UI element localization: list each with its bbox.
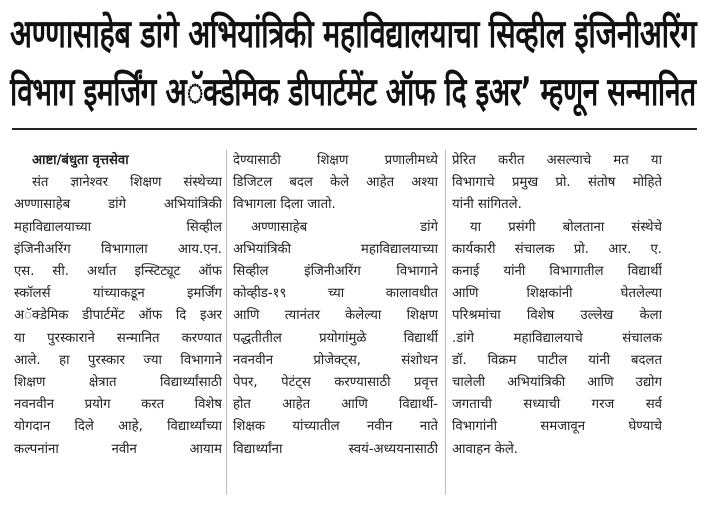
text-line: पेपर, पेटंट्स करण्यासाठी प्रवृत्त <box>233 375 438 391</box>
text-line: योगदान दिले आहे, विद्यार्थ्यांच्या <box>14 419 222 435</box>
text-line: विभागाचे प्रमुख प्रो. संतोष मोहिते <box>452 175 662 191</box>
text-line: चालेली अभियांत्रिकी आणि उद्योग <box>452 375 662 391</box>
headline-line-2: विभाग इमर्जिंग अॅक्डेमिक डीपार्टमेंट ऑफ दि इअर’ म्हणून सन्मानित <box>10 70 696 115</box>
text-line: स्कॉलर्स यांच्याकडून इमर्जिंग <box>14 286 222 302</box>
text-line: प्रेरित करीत असल्याचे मत या <box>452 153 662 168</box>
text-line: कार्यकारी संचालक प्रो. आर. ए. <box>452 241 662 257</box>
text-line: यांनी सांगितले. <box>452 197 522 213</box>
text-line: इंजिनीअरिंग विभागाला आय.एन. <box>14 241 222 257</box>
text-line: आले. हा पुरस्कार ज्या विभागाने <box>14 352 222 368</box>
headline-line-1: अण्णासाहेब डांगे अभियांत्रिकी महाविद्यालयाचा सिव्हील इंजिनीअरिंग <box>10 12 697 57</box>
text-line: नवनवीन प्रयोग करत विशेष <box>14 397 222 413</box>
article-column-2 <box>233 150 438 461</box>
column-divider <box>445 150 446 495</box>
text-line: महाविद्यालयाच्या सिव्हील <box>14 219 222 235</box>
text-line: आवाहन केले. <box>452 441 518 457</box>
headline-rule <box>12 128 697 130</box>
text-line: अण्णासाहेब डांगे <box>251 219 438 235</box>
text-line: परिश्रमांचा विशेष उल्लेख केला <box>452 308 662 324</box>
text-line: या प्रसंगी बोलताना संस्थेचे <box>470 219 662 235</box>
text-line: कोव्हीड-१९ च्या कालावधीत <box>233 286 438 302</box>
article-column-3 <box>452 150 662 461</box>
text-line: संत ज्ञानेश्वर शिक्षण संस्थेच्या <box>32 175 222 191</box>
text-line: अॅक्डेमिक डीपार्टमेंट ऑफ दि इअर <box>14 308 222 324</box>
text-line: या पुरस्काराने सन्मानित करण्यात <box>14 330 222 346</box>
column-divider <box>226 150 227 495</box>
text-line: होत आहेत आणि विद्यार्थी- <box>233 397 438 413</box>
text-line: सिव्हील इंजिनीअरिंग विभागाने <box>233 264 438 280</box>
text-line: कल्पनांना नवीन आयाम <box>14 441 222 457</box>
text-line: विभागला दिला जातो. <box>233 197 336 213</box>
text-line: अभियांत्रिकी महाविद्यालयाच्या <box>233 241 438 257</box>
text-line: .डांगे महाविद्यालयाचे संचालक <box>452 330 662 346</box>
text-line: अण्णासाहेब डांगे अभियांत्रिकी <box>14 197 222 213</box>
dateline: आष्टा/बंधुता वृत्तसेवा <box>32 153 129 168</box>
text-line: जगताची सध्याची गरज सर्व <box>452 397 662 413</box>
text-line: शिक्षण क्षेत्रात विद्यार्थ्यांसाठी <box>14 375 222 391</box>
text-line: आणि शिक्षकांनी घेतलेल्या <box>452 286 662 302</box>
text-line: कनाई यांनी विभागातील विद्यार्थी <box>452 264 662 280</box>
text-line: विभागांनी समजावून घेण्याचे <box>452 419 662 435</box>
text-line: एस. सी. अर्थात इन्स्टिट्यूट ऑफ <box>14 264 222 280</box>
headline <box>10 6 698 122</box>
text-line: देण्यासाठी शिक्षण प्रणालीमध्ये <box>233 153 438 168</box>
text-line: डिजिटल बदल केले आहेत अश्या <box>233 175 438 191</box>
text-line: नवनवीन प्रोजेक्ट्स, संशोधन <box>233 352 438 368</box>
text-line: विद्यार्थ्यांना स्वयं-अध्ययनासाठी <box>233 441 438 457</box>
article-column-1 <box>14 150 222 461</box>
text-line: डॉ. विक्रम पाटील यांनी बदलत <box>452 352 662 368</box>
text-line: पद्धतीतील प्रयोगांमुळे विद्यार्थी <box>233 330 438 346</box>
text-line: शिक्षक यांच्यातील नवीन नाते <box>233 419 438 435</box>
text-line: आणि त्यानंतर केलेल्या शिक्षण <box>233 308 438 324</box>
